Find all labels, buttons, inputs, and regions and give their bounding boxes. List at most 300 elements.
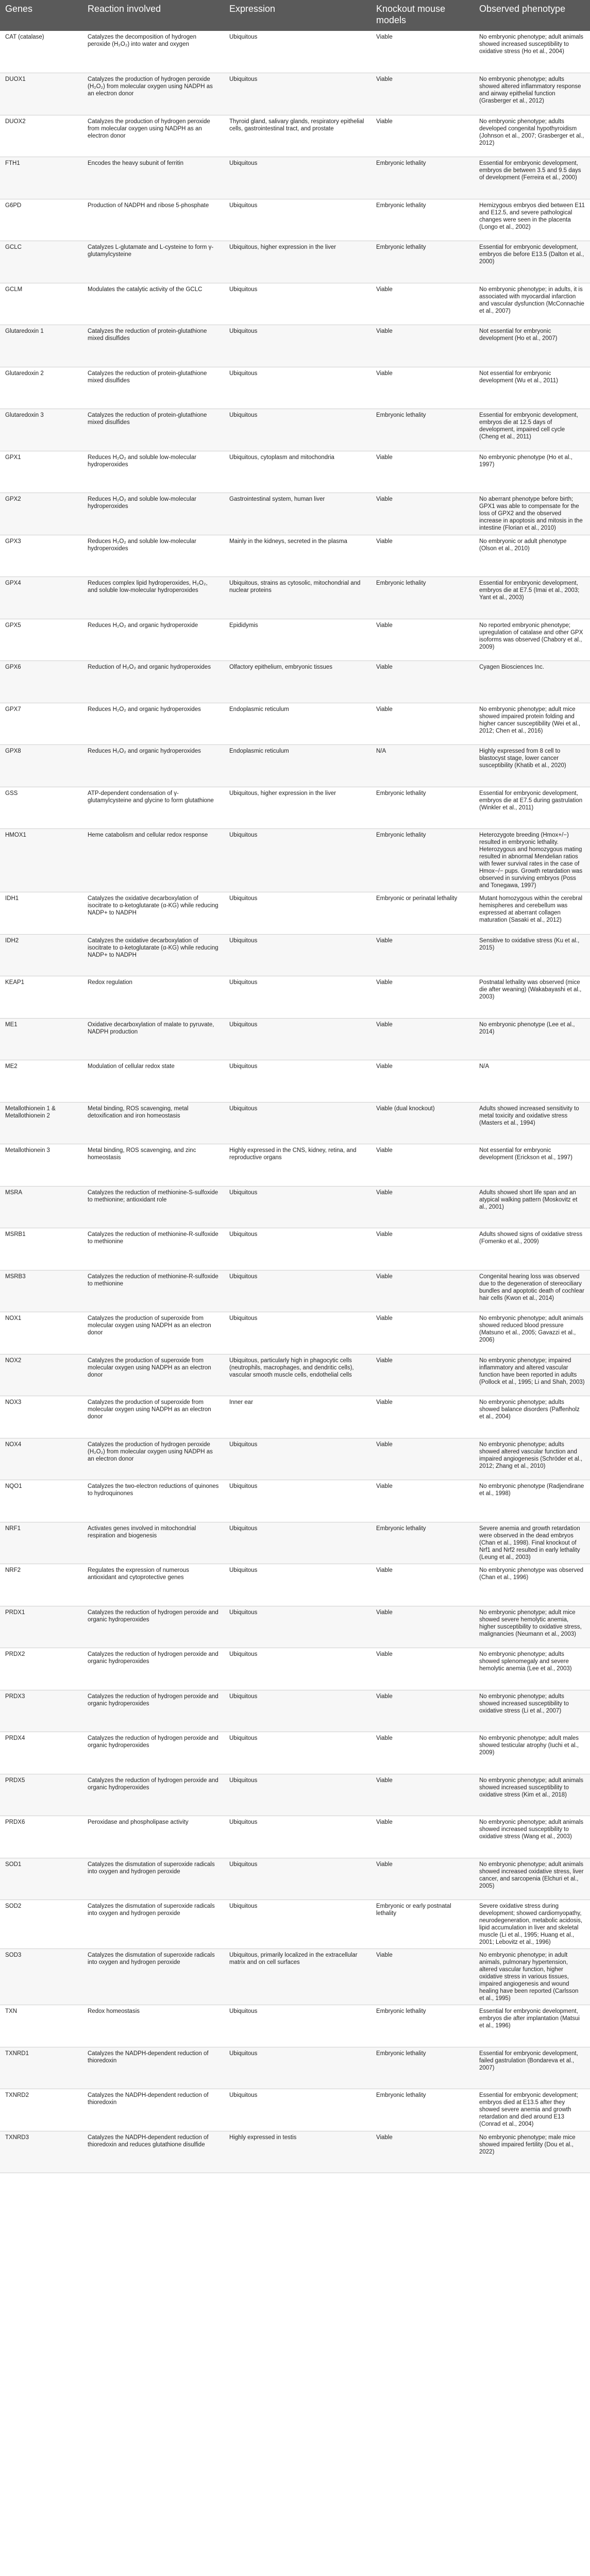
reaction-cell: Encodes the heavy subunit of ferritin [82,157,224,199]
reaction-cell: Redox homeostasis [82,2005,224,2047]
table-row [0,1186,590,1228]
reaction-cell: Reduces complex lipid hydroperoxides, H₂O₂, and soluble low-molecular hydroperoxides [82,577,224,619]
expression-cell: Ubiquitous [224,1900,371,1949]
reaction-cell: Reduces H₂O₂ and soluble low-molecular hydroperoxides [82,493,224,535]
phenotype-cell: No embryonic phenotype; adult animals showed reduced blood pressure (Matsuno et al., 2005; Gavazzi et al., 2006) [474,1312,590,1354]
expression-cell: Olfactory epithelium, embryonic tissues [224,661,371,703]
phenotype-cell: No embryonic phenotype; adult mice showed impaired protein folding and higher cancer susceptibility (Wei et al., 2012; Chen et al., 2016) [474,703,590,745]
gene-cell: TXNRD2 [0,2089,82,2131]
knockout-cell: Embryonic or early postnatal lethality [371,1900,474,1949]
phenotype-cell: Severe anemia and growth retardation were observed in the dead embryos (Chan et al., 1998). Final knockout of Nrf1 and Nrf2 resulted in early lethality (Leung et al., 2003) [474,1522,590,1564]
knockout-cell: Viable [371,1396,474,1438]
phenotype-cell: Not essential for embryonic development (Ho et al., 2007) [474,325,590,367]
phenotype-cell: Highly expressed from 8 cell to blastocyst stage, lower cancer susceptibility (Khatib et al., 2020) [474,745,590,787]
table-row [0,199,590,241]
knockout-cell: Embryonic lethality [371,157,474,199]
expression-cell: Ubiquitous, cytoplasm and mitochondria [224,451,371,493]
knockout-cell: Embryonic lethality [371,199,474,241]
table-row [0,1816,590,1858]
reaction-cell: Modulates the catalytic activity of the GCLC [82,283,224,325]
expression-cell: Ubiquitous [224,1816,371,1858]
expression-cell: Ubiquitous [224,1606,371,1648]
gene-cell: ME2 [0,1060,82,1103]
table-row [0,1732,590,1774]
table-row [0,1522,590,1564]
gene-cell: DUOX1 [0,73,82,115]
phenotype-cell: No embryonic phenotype; adults showed increased susceptibility to oxidative stress (Li et al., 2007) [474,1690,590,1732]
gene-cell: DUOX2 [0,115,82,157]
gene-cell: GPX7 [0,703,82,745]
phenotype-cell: Essential for embryonic development, embryos die before E13.5 (Dalton et al., 2000) [474,241,590,283]
expression-cell: Highly expressed in the CNS, kidney, retina, and reproductive organs [224,1144,371,1187]
gene-cell: NQO1 [0,1480,82,1522]
gene-cell: GSS [0,787,82,829]
gene-cell: G6PD [0,199,82,241]
knockout-cell: Viable [371,1228,474,1270]
expression-cell: Ubiquitous [224,199,371,241]
reaction-cell: Catalyzes the reduction of hydrogen peroxide and organic hydroperoxides [82,1690,224,1732]
gene-cell: GCLC [0,241,82,283]
phenotype-cell: No embryonic or adult phenotype (Olson et al., 2010) [474,535,590,577]
knockout-cell: Viable [371,115,474,157]
gene-cell: PRDX3 [0,1690,82,1732]
expression-cell: Ubiquitous [224,1648,371,1690]
table-row [0,1438,590,1480]
reaction-cell: ATP-dependent condensation of γ-glutamylcysteine and glycine to form glutathione [82,787,224,829]
reaction-cell: Reduces H₂O₂ and soluble low-molecular hydroperoxides [82,451,224,493]
table-row [0,73,590,115]
table-row [0,1354,590,1396]
reaction-cell: Catalyzes the reduction of hydrogen peroxide and organic hydroperoxides [82,1606,224,1648]
knockout-cell: Viable [371,1949,474,2005]
phenotype-cell: No embryonic phenotype; male mice showed impaired fertility (Dou et al., 2022) [474,2131,590,2173]
reaction-cell: Catalyzes the production of superoxide from molecular oxygen using NADPH as an electron donor [82,1354,224,1396]
gene-cell: ME1 [0,1018,82,1060]
phenotype-cell: Sensitive to oxidative stress (Ku et al., 2015) [474,934,590,976]
expression-cell: Gastrointestinal system, human liver [224,493,371,535]
table-row [0,2005,590,2047]
gene-cell: SOD3 [0,1949,82,2005]
expression-cell: Ubiquitous [224,367,371,409]
knockout-cell: Viable (dual knockout) [371,1102,474,1144]
gene-cell: HMOX1 [0,829,82,892]
knockout-cell: Viable [371,367,474,409]
gene-cell: GPX6 [0,661,82,703]
reaction-cell: Catalyzes the production of superoxide from molecular oxygen using NADPH as an electron donor [82,1396,224,1438]
reaction-cell: Activates genes involved in mitochondrial respiration and biogenesis [82,1522,224,1564]
phenotype-cell: No embryonic phenotype; adult animals showed increased susceptibility to oxidative stress (Wang et al., 2003) [474,1816,590,1858]
table-row [0,1774,590,1816]
phenotype-cell: Not essential for embryonic development (Erickson et al., 1997) [474,1144,590,1187]
table-row [0,1858,590,1900]
gene-cell: GPX5 [0,619,82,661]
reaction-cell: Catalyzes the production of hydrogen peroxide (H₂O₂) from molecular oxygen using NADPH as an electron donor [82,1438,224,1480]
knockout-cell: Viable [371,1480,474,1522]
table-row [0,535,590,577]
reaction-cell: Catalyzes the reduction of methionine-R-sulfoxide to methionine [82,1228,224,1270]
table-row [0,703,590,745]
knockout-cell: Viable [371,1732,474,1774]
gene-cell: TXNRD3 [0,2131,82,2173]
expression-cell: Ubiquitous [224,409,371,451]
knockout-cell: Viable [371,493,474,535]
expression-cell: Ubiquitous [224,892,371,935]
knockout-cell: Viable [371,619,474,661]
table-row [0,1606,590,1648]
table-row [0,1480,590,1522]
phenotype-cell: No embryonic phenotype; adult animals showed increased susceptibility to oxidative stress (Ho et al., 2004) [474,31,590,73]
expression-cell: Ubiquitous [224,1690,371,1732]
reaction-cell: Catalyzes the reduction of methionine-S-sulfoxide to methionine; antioxidant role [82,1186,224,1228]
gene-cell: NRF2 [0,1564,82,1606]
gene-cell: MSRB3 [0,1270,82,1312]
knockout-cell: Embryonic lethality [371,1522,474,1564]
reaction-cell: Catalyzes the dismutation of superoxide radicals into oxygen and hydrogen peroxide [82,1949,224,2005]
gene-cell: GPX1 [0,451,82,493]
reaction-cell: Catalyzes the oxidative decarboxylation of isocitrate to α-ketoglutarate (α-KG) while reducing NADP+ to NADPH [82,934,224,976]
gene-cell: GPX3 [0,535,82,577]
reaction-cell: Catalyzes the reduction of methionine-R-sulfoxide to methionine [82,1270,224,1312]
reaction-cell: Regulates the expression of numerous antioxidant and cytoprotective genes [82,1564,224,1606]
knockout-cell: Embryonic lethality [371,2047,474,2089]
gene-cell: GPX8 [0,745,82,787]
gene-cell: TXN [0,2005,82,2047]
phenotype-cell: Hemizygous embryos died between E11 and E12.5, and severe pathological changes were seen in the placenta (Longo et al., 2002) [474,199,590,241]
phenotype-cell: No embryonic phenotype (Ho et al., 1997) [474,451,590,493]
phenotype-cell: No embryonic phenotype (Lee et al., 2014) [474,1018,590,1060]
gene-cell: SOD2 [0,1900,82,1949]
reaction-cell: Metal binding, ROS scavenging, metal detoxification and iron homeostasis [82,1102,224,1144]
phenotype-cell: No embryonic phenotype; impaired inflammatory and altered vascular function have been reported in adults (Pollock et al., 1995; Li and Shah, 2003) [474,1354,590,1396]
table-row [0,325,590,367]
table-row [0,577,590,619]
table-row [0,787,590,829]
expression-cell: Ubiquitous [224,31,371,73]
table-row [0,976,590,1019]
table-row [0,493,590,535]
table-row [0,1102,590,1144]
phenotype-cell: No aberrant phenotype before birth; GPX1 was able to compensate for the loss of GPX2 and the observed increase in apoptosis and mitosis in the intestine (Florian et al., 2010) [474,493,590,535]
table-row [0,283,590,325]
table-row [0,1228,590,1270]
expression-cell: Ubiquitous [224,1270,371,1312]
table-row [0,1270,590,1312]
phenotype-cell: No embryonic phenotype; adults developed congenital hypothyroidism (Johnson et al., 2007; Grasberger et al., 2012) [474,115,590,157]
gene-cell: Glutaredoxin 2 [0,367,82,409]
phenotype-cell: Essential for embryonic development; embryos died at E13.5 after they showed severe anemia and growth retardation and died around E13 (Conrad et al., 2004) [474,2089,590,2131]
gene-cell: PRDX4 [0,1732,82,1774]
knockout-cell: Embryonic lethality [371,577,474,619]
reaction-cell: Reduces H₂O₂ and organic hydroperoxide [82,619,224,661]
expression-cell: Ubiquitous [224,1186,371,1228]
reaction-cell: Catalyzes the two-electron reductions of quinones to hydroquinones [82,1480,224,1522]
reaction-cell: Catalyzes the dismutation of superoxide radicals into oxygen and hydrogen peroxide [82,1858,224,1900]
expression-cell: Ubiquitous [224,73,371,115]
knockout-cell: Viable [371,661,474,703]
knockout-cell: Viable [371,535,474,577]
phenotype-cell: No embryonic phenotype; adults showed altered inflammatory response and airway epithelial function (Grasberger et al., 2012) [474,73,590,115]
gene-cell: SOD1 [0,1858,82,1900]
reaction-cell: Metal binding, ROS scavenging, and zinc homeostasis [82,1144,224,1187]
knockout-cell: Viable [371,31,474,73]
expression-cell: Endoplasmic reticulum [224,703,371,745]
expression-cell: Ubiquitous, particularly high in phagocytic cells (neutrophils, macrophages, and dendritic cells), vascular smooth muscle cells, endothelial cells [224,1354,371,1396]
table-row [0,1648,590,1690]
table-row [0,115,590,157]
phenotype-cell: Essential for embryonic development, embryos die after implantation (Matsui et al., 1996) [474,2005,590,2047]
expression-cell: Ubiquitous, primarily localized in the extracellular matrix and on cell surfaces [224,1949,371,2005]
knockout-cell: Viable [371,325,474,367]
table-row [0,619,590,661]
gene-cell: MSRA [0,1186,82,1228]
phenotype-cell: No embryonic phenotype; in adults, it is associated with myocardial infarction and vascular dysfunction (McConnachie et al., 2007) [474,283,590,325]
table-row [0,241,590,283]
gene-cell: MSRB1 [0,1228,82,1270]
reaction-cell: Catalyzes the reduction of protein-glutathione mixed disulfides [82,325,224,367]
expression-cell: Ubiquitous [224,934,371,976]
table-row [0,451,590,493]
expression-cell: Ubiquitous [224,1480,371,1522]
reaction-cell: Catalyzes the production of superoxide from molecular oxygen using NADPH as an electron donor [82,1312,224,1354]
expression-cell: Ubiquitous [224,2005,371,2047]
gene-cell: GCLM [0,283,82,325]
header-expression: Expression [224,0,371,31]
phenotype-cell: Essential for embryonic development, embryos die between 3.5 and 9.5 days of development (Ferreira et al., 2000) [474,157,590,199]
gene-cell: GPX4 [0,577,82,619]
phenotype-cell: Adults showed short life span and an atypical walking pattern (Moskovitz et al., 2001) [474,1186,590,1228]
expression-cell: Ubiquitous [224,325,371,367]
gene-cell: NOX2 [0,1354,82,1396]
phenotype-cell: No embryonic phenotype; adults showed balance disorders (Paffenholz et al., 2004) [474,1396,590,1438]
expression-cell: Ubiquitous [224,283,371,325]
phenotype-cell: No embryonic phenotype; in adult animals, pulmonary hypertension, altered vascular function, higher oxidative stress in various tissues, impaired angiogenesis and wound healing have been reported (Carlsson et al., 1995) [474,1949,590,2005]
table-row [0,892,590,935]
knockout-cell: Embryonic lethality [371,409,474,451]
reaction-cell: Catalyzes the reduction of protein-glutathione mixed disulfides [82,409,224,451]
reaction-cell: Catalyzes the NADPH-dependent reduction of thioredoxin [82,2047,224,2089]
gene-cell: NOX3 [0,1396,82,1438]
table-row [0,409,590,451]
gene-cell: FTH1 [0,157,82,199]
expression-cell: Mainly in the kidneys, secreted in the plasma [224,535,371,577]
expression-cell: Thyroid gland, salivary glands, respiratory epithelial cells, gastrointestinal tract, and prostate [224,115,371,157]
expression-cell: Ubiquitous [224,1018,371,1060]
header-reaction: Reaction involved [82,0,224,31]
table-row [0,157,590,199]
knockout-cell: Viable [371,1438,474,1480]
gene-cell: Glutaredoxin 3 [0,409,82,451]
reaction-cell: Catalyzes the dismutation of superoxide radicals into oxygen and hydrogen peroxide [82,1900,224,1949]
knockout-cell: Viable [371,1816,474,1858]
expression-cell: Ubiquitous [224,1060,371,1103]
table-body [0,31,590,2173]
knockout-cell: Viable [371,73,474,115]
phenotype-cell: No embryonic phenotype; adult animals showed increased susceptibility to oxidative stress (Kim et al., 2018) [474,1774,590,1816]
expression-cell: Ubiquitous [224,1522,371,1564]
reaction-cell: Catalyzes the production of hydrogen peroxide from molecular oxygen using NADPH as an electron donor [82,115,224,157]
knockout-cell: Viable [371,1312,474,1354]
table-row [0,1312,590,1354]
expression-cell: Ubiquitous [224,976,371,1019]
gene-cell: PRDX5 [0,1774,82,1816]
knockout-cell: Viable [371,283,474,325]
expression-cell: Ubiquitous [224,2089,371,2131]
table-row [0,31,590,73]
table-row [0,2089,590,2131]
phenotype-cell: Severe oxidative stress during development; showed cardiomyopathy, neurodegeneration, metabolic acidosis, lipid accumulation in liver and skeletal muscle (Li et al., 1995; Huang et al., 2001; Lebovitz et al., 1996) [474,1900,590,1949]
knockout-cell: Viable [371,1858,474,1900]
reaction-cell: Reduction of H₂O₂ and organic hydroperoxides [82,661,224,703]
phenotype-cell: No embryonic phenotype; adult animals showed increased oxidative stress, liver cancer, and sarcopenia (Elchuri et al., 2005) [474,1858,590,1900]
reaction-cell: Heme catabolism and cellular redox response [82,829,224,892]
reaction-cell: Catalyzes L-glutamate and L-cysteine to form γ-glutamylcysteine [82,241,224,283]
gene-cell: Glutaredoxin 1 [0,325,82,367]
expression-cell: Ubiquitous [224,1312,371,1354]
header-phenotype: Observed phenotype [474,0,590,31]
reaction-cell: Catalyzes the reduction of hydrogen peroxide and organic hydroperoxides [82,1648,224,1690]
table-row [0,1900,590,1949]
phenotype-cell: N/A [474,1060,590,1103]
table-row [0,1949,590,2005]
reaction-cell: Catalyzes the reduction of hydrogen peroxide and organic hydroperoxides [82,1774,224,1816]
phenotype-cell: No embryonic phenotype; adults showed splenomegaly and severe hemolytic anemia (Lee et al., 2003) [474,1648,590,1690]
expression-cell: Ubiquitous, higher expression in the liver [224,787,371,829]
reaction-cell: Oxidative decarboxylation of malate to pyruvate, NADPH production [82,1018,224,1060]
table-row [0,934,590,976]
phenotype-cell: Adults showed increased sensitivity to metal toxicity and oxidative stress (Masters et al., 1994) [474,1102,590,1144]
reaction-cell: Reduces H₂O₂ and soluble low-molecular hydroperoxides [82,535,224,577]
table-row [0,829,590,892]
phenotype-cell: Essential for embryonic development, failed gastrulation (Bondareva et al., 2007) [474,2047,590,2089]
reaction-cell: Catalyzes the production of hydrogen peroxide (H₂O₂) from molecular oxygen using NADPH as an electron donor [82,73,224,115]
table-row [0,2131,590,2173]
table-row [0,745,590,787]
expression-cell: Ubiquitous [224,1774,371,1816]
table-row [0,661,590,703]
expression-cell: Ubiquitous [224,1438,371,1480]
phenotype-cell: No embryonic phenotype (Radjendirane et al., 1998) [474,1480,590,1522]
knockout-cell: Viable [371,451,474,493]
gene-cell: Metallothionein 1 & Metallothionein 2 [0,1102,82,1144]
table-row [0,1396,590,1438]
knockout-cell: Viable [371,1606,474,1648]
header-genes: Genes [0,0,82,31]
phenotype-cell: Essential for embryonic development, embryos die at E7.5 during gastrulation (Winkler et al., 2011) [474,787,590,829]
table-row [0,2047,590,2089]
gene-cell: CAT (catalase) [0,31,82,73]
reaction-cell: Catalyzes the oxidative decarboxylation of isocitrate to α-ketoglutarate (α-KG) while reducing NADP+ to NADPH [82,892,224,935]
phenotype-cell: No embryonic phenotype; adult mice showed severe hemolytic anemia, higher susceptibility to oxidative stress, malignancies (Neumann et al., 2003) [474,1606,590,1648]
table-row [0,367,590,409]
gene-cell: PRDX2 [0,1648,82,1690]
knockout-cell: Embryonic lethality [371,2005,474,2047]
phenotype-cell: Essential for embryonic development, embryos die at E7.5 (Imai et al., 2003; Yant et al., 2003) [474,577,590,619]
knockout-cell: Viable [371,1354,474,1396]
knockout-cell: Embryonic lethality [371,829,474,892]
phenotype-cell: Heterozygote breeding (Hmox+/−) resulted in embryonic lethality. Heterozygous and homozygous mating resulted in abnormal Mendelian ratios with fewer survival rates in the case of Hmox−/− pups. Growth retardation was observed in surviving embryos (Poss and Tonegawa, 1997) [474,829,590,892]
gene-cell: PRDX6 [0,1816,82,1858]
phenotype-cell: No embryonic phenotype; adults showed altered vascular function and impaired angiogenesis (Schröder et al., 2012; Zhang et al., 2010) [474,1438,590,1480]
knockout-cell: Viable [371,1144,474,1187]
knockout-cell: Embryonic lethality [371,787,474,829]
knockout-cell: Embryonic or perinatal lethality [371,892,474,935]
reaction-cell: Catalyzes the decomposition of hydrogen peroxide (H₂O₂) into water and oxygen [82,31,224,73]
gene-cell: TXNRD1 [0,2047,82,2089]
expression-cell: Ubiquitous [224,157,371,199]
reaction-cell: Production of NADPH and ribose 5-phosphate [82,199,224,241]
expression-cell: Ubiquitous [224,1102,371,1144]
gene-cell: IDH1 [0,892,82,935]
table-row [0,1060,590,1103]
knockout-cell: Viable [371,1648,474,1690]
knockout-cell: Viable [371,1186,474,1228]
gene-cell: IDH2 [0,934,82,976]
expression-cell: Highly expressed in testis [224,2131,371,2173]
expression-cell: Ubiquitous [224,1564,371,1606]
knockout-cell: Viable [371,934,474,976]
table-header [0,0,590,31]
expression-cell: Epididymis [224,619,371,661]
phenotype-cell: No embryonic phenotype; adult males showed testicular atrophy (Iuchi et al., 2009) [474,1732,590,1774]
expression-cell: Ubiquitous [224,829,371,892]
gene-cell: NOX1 [0,1312,82,1354]
reaction-cell: Peroxidase and phospholipase activity [82,1816,224,1858]
reaction-cell: Catalyzes the reduction of protein-glutathione mixed disulfides [82,367,224,409]
reaction-cell: Modulation of cellular redox state [82,1060,224,1103]
reaction-cell: Redox regulation [82,976,224,1019]
phenotype-cell: Not essential for embryonic development (Wu et al., 2011) [474,367,590,409]
phenotype-cell: Adults showed signs of oxidative stress (Fomenko et al., 2009) [474,1228,590,1270]
knockout-cell: Viable [371,1060,474,1103]
knockout-cell: Viable [371,2131,474,2173]
phenotype-cell: Postnatal lethality was observed (mice die after weaning) (Wakabayashi et al., 2003) [474,976,590,1019]
gene-cell: PRDX1 [0,1606,82,1648]
gene-cell: NOX4 [0,1438,82,1480]
phenotype-cell: Cyagen Biosciences Inc. [474,661,590,703]
expression-cell: Ubiquitous, higher expression in the liver [224,241,371,283]
phenotype-cell: Mutant homozygous within the cerebral hemispheres and cerebellum was expressed at aberrant collagen maturation (Sasaki et al., 2012) [474,892,590,935]
phenotype-cell: Essential for embryonic development, embryos die at 12.5 days of development, impaired cell cycle (Cheng et al., 2011) [474,409,590,451]
reaction-cell: Catalyzes the NADPH-dependent reduction of thioredoxin and reduces glutathione disulfide [82,2131,224,2173]
reaction-cell: Catalyzes the NADPH-dependent reduction of thioredoxin [82,2089,224,2131]
gene-cell: Metallothionein 3 [0,1144,82,1187]
expression-cell: Ubiquitous, strains as cytosolic, mitochondrial and nuclear proteins [224,577,371,619]
expression-cell: Ubiquitous [224,1228,371,1270]
gene-cell: GPX2 [0,493,82,535]
table-row [0,1144,590,1187]
knockout-cell: Viable [371,1690,474,1732]
phenotype-cell: No reported embryonic phenotype; upregulation of catalase and other GPX isoforms was observed (Chabory et al., 2009) [474,619,590,661]
knockout-cell: N/A [371,745,474,787]
reaction-cell: Reduces H₂O₂ and organic hydroperoxides [82,745,224,787]
knockout-cell: Embryonic lethality [371,241,474,283]
reaction-cell: Reduces H₂O₂ and organic hydroperoxides [82,703,224,745]
gene-cell: KEAP1 [0,976,82,1019]
table-row [0,1018,590,1060]
expression-cell: Ubiquitous [224,1732,371,1774]
expression-cell: Ubiquitous [224,2047,371,2089]
reaction-cell: Catalyzes the reduction of hydrogen peroxide and organic hydroperoxides [82,1732,224,1774]
knockout-cell: Viable [371,1774,474,1816]
expression-cell: Endoplasmic reticulum [224,745,371,787]
expression-cell: Inner ear [224,1396,371,1438]
table-row [0,1564,590,1606]
knockout-cell: Embryonic lethality [371,2089,474,2131]
table-row [0,1690,590,1732]
knockout-cell: Viable [371,976,474,1019]
expression-cell: Ubiquitous [224,1858,371,1900]
knockout-cell: Viable [371,1564,474,1606]
